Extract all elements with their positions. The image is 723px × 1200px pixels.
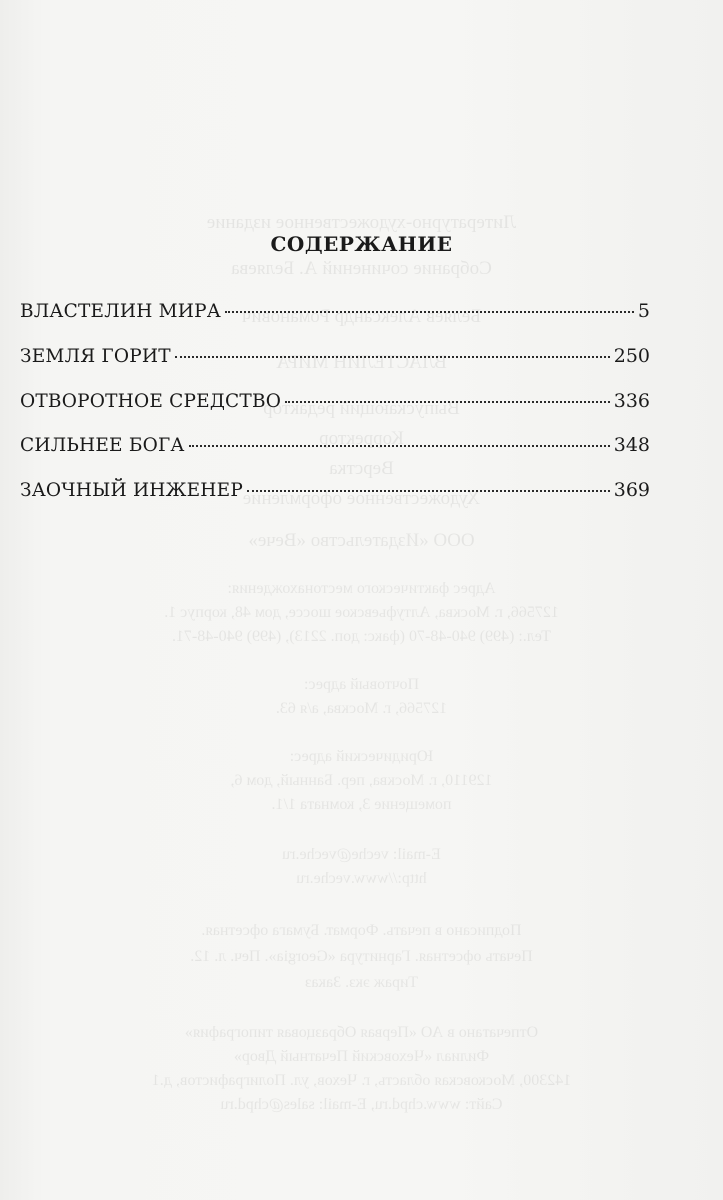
toc-entry [20,479,650,524]
dot-leader [225,311,634,313]
toc-entry-title: СИЛЬНЕЕ БОГА [20,435,185,457]
toc-entry-title: ВЛАСТЕЛИН МИРА [20,301,221,322]
toc-entry [20,345,650,390]
dot-leader [189,445,610,447]
toc-heading: СОДЕРЖАНИЕ [270,232,453,256]
toc-entry-page-number: 250 [613,344,650,367]
toc-entry [20,300,650,345]
toc-entry-title: ЗАОЧНЫЙ ИНЖЕНЕР [20,480,243,502]
toc-entry-title: ОТВОРОТНОЕ СРЕДСТВО [20,390,282,412]
toc-entry [20,434,650,479]
dot-leader [247,490,610,492]
dot-leader [285,401,610,403]
toc-entry-page-number: 369 [613,479,650,502]
show-through-text: Литературно-художественное издание Собрание сочинений А. Беляева Беляев Александр Романович ВЛАСТЕЛИН МИРА Выпускающий редактор Корректор Верстка Художественное оформление ООО «Издательство «Вече» Адрес фактического местонахождения: 127566, г. Москва, Алтуфьевское шоссе, дом 48, корпус 1. Тел.: (499) 940-48-70 (факс: доп. 2213), (499) 940-48-71. Почтовый адрес: 127566, г. Москва, а/я 63. Юридический адрес: 129110, г. Москва, пер. Банный, дом 6, помещение 3, комната 1/1. E-mail: veche@veche.ru http://www.veche.ru Подписано в печать. Формат. Бумага офсетная. Печать офсетная. Гарнитура «Georgia». Печ. л. 12. Тираж экз. Заказ Отпечатано в АО «Первая Образцовая типография» Филиал «Чеховский Печатный Двор» 142300, Московская область, г. Чехов, ул. Полиграфистов, д.1 Сайт: www.chpd.ru, E-mail: sales@chpd.ru [151,212,572,1113]
toc-entry-page-number: 336 [613,389,650,412]
dot-leader [175,356,610,358]
toc-entry-title: ЗЕМЛЯ ГОРИТ [20,345,171,367]
toc-entry-page-number: 348 [613,434,650,457]
toc-entry-page-number: 5 [637,300,650,322]
toc-entry [20,390,650,435]
table-of-contents [20,300,650,524]
